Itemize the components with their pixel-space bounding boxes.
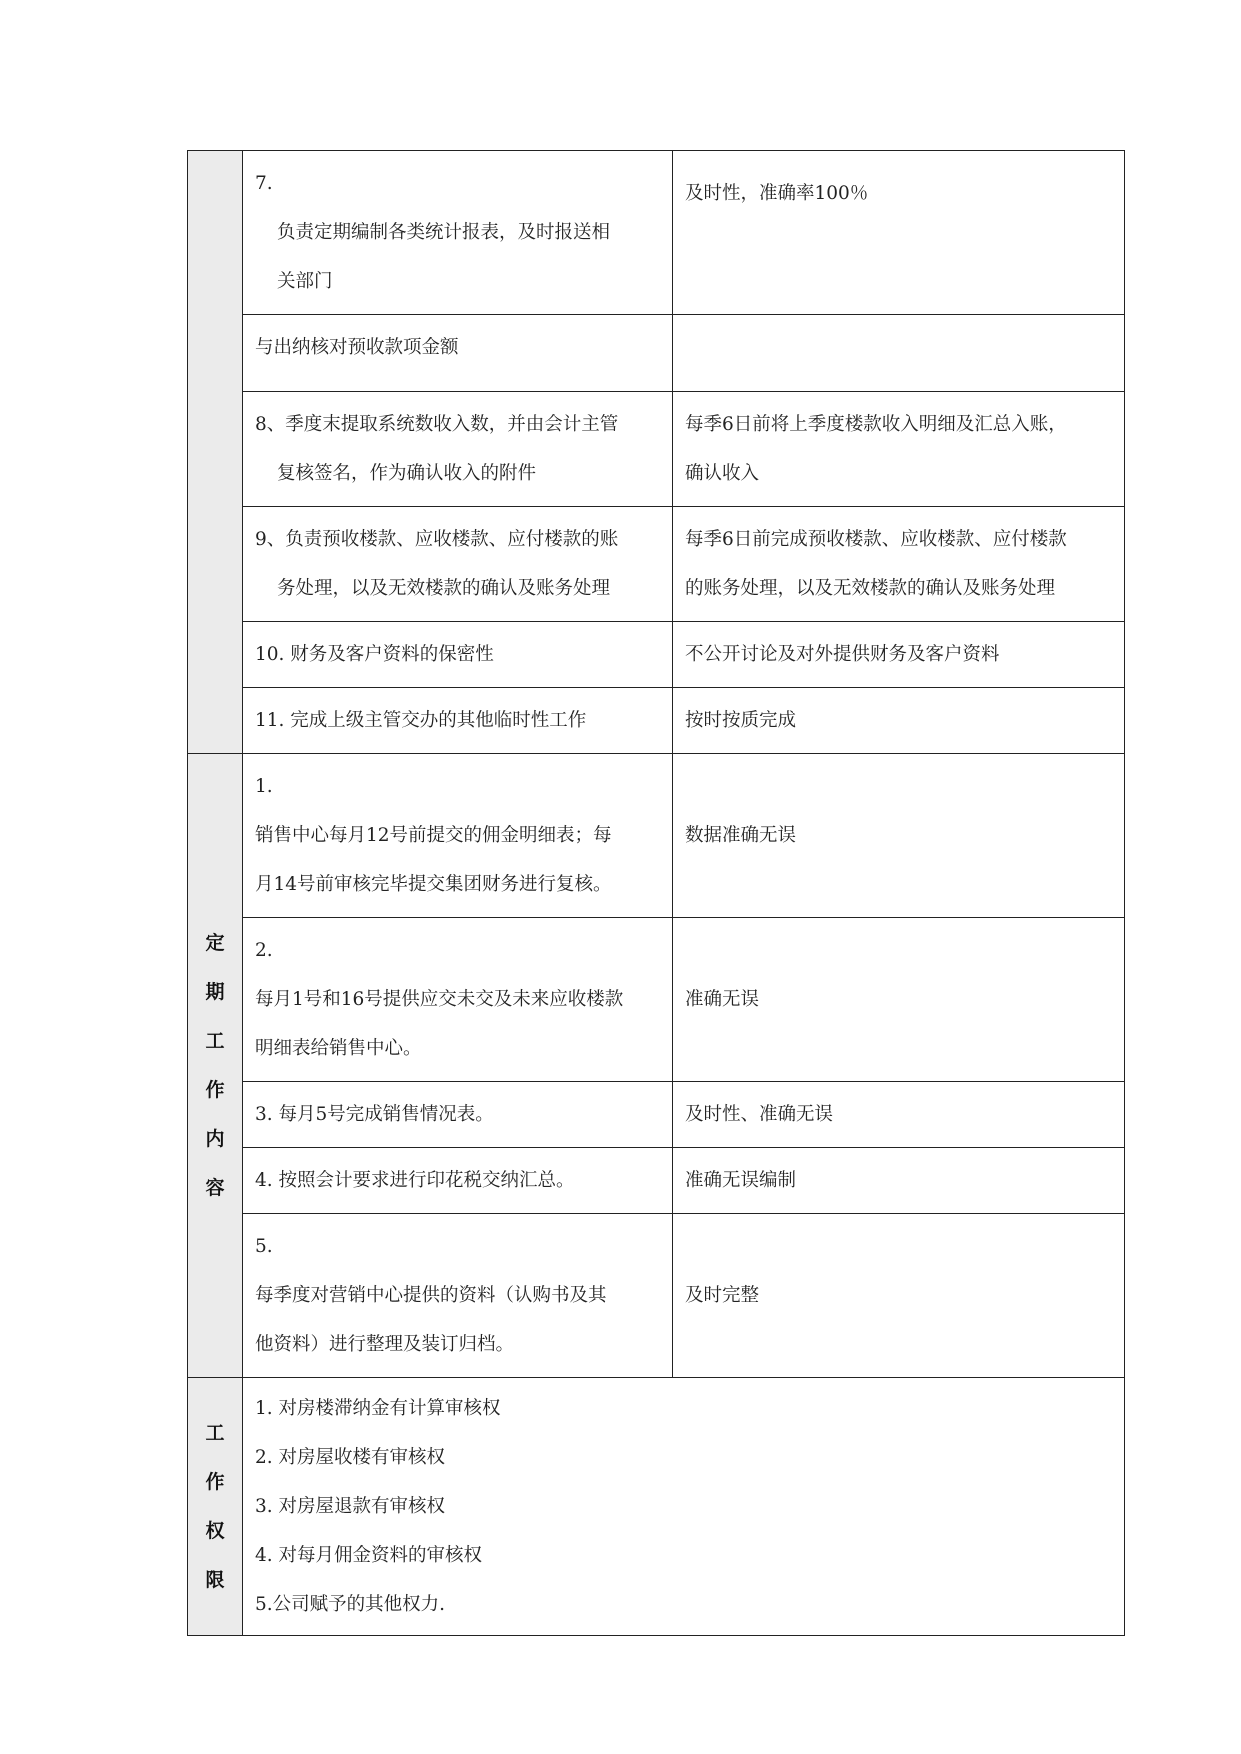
- heading-char: 作: [205, 1078, 225, 1101]
- duty-line: 务处理，以及无效楼款的确认及账务处理: [277, 578, 611, 599]
- table-row: [188, 754, 1125, 918]
- duty-line: 11. 完成上级主管交办的其他临时性工作: [255, 710, 587, 731]
- heading-char: 容: [205, 1176, 225, 1199]
- standard-cell: [673, 151, 1125, 315]
- heading-char: 作: [205, 1470, 225, 1493]
- task-line: 5.: [255, 1236, 273, 1257]
- section-heading-periodic-work: [188, 754, 243, 1378]
- standard-line: 及时完整: [685, 1285, 760, 1306]
- standard-line: 准确无误: [685, 989, 760, 1010]
- task-line: 明细表给销售中心。: [255, 1038, 422, 1059]
- duty-line: 负责定期编制各类统计报表，及时报送相: [277, 222, 611, 243]
- section-heading-work-authority: [188, 1378, 243, 1636]
- table-row: [188, 622, 1125, 688]
- task-line: 1.: [255, 776, 273, 797]
- task-line: 3. 每月5号完成销售情况表。: [255, 1104, 494, 1125]
- table-row: [188, 1214, 1125, 1378]
- section-heading-cell-continued: [188, 151, 243, 754]
- standard-line: 确认收入: [685, 463, 760, 484]
- duty-line: 10. 财务及客户资料的保密性: [255, 644, 494, 665]
- table-row: [188, 688, 1125, 754]
- authority-item: 1. 对房楼滞纳金有计算审核权: [255, 1398, 501, 1419]
- duty-cell: [243, 315, 673, 392]
- task-line: 2.: [255, 940, 273, 961]
- job-description-table: [187, 150, 1125, 1636]
- duty-cell: [243, 622, 673, 688]
- table-row: [188, 918, 1125, 1082]
- duty-cell: [243, 151, 673, 315]
- authority-item: 4. 对每月佣金资料的审核权: [255, 1545, 483, 1566]
- task-line: 他资料）进行整理及装订归档。: [255, 1334, 515, 1355]
- standard-cell: [673, 754, 1125, 918]
- duty-line: 9、负责预收楼款、应收楼款、应付楼款的账: [255, 529, 619, 550]
- heading-char: 限: [205, 1568, 225, 1591]
- periodic-task-cell: [243, 754, 673, 918]
- standard-line: 每季6日前将上季度楼款收入明细及汇总入账，: [685, 414, 1067, 435]
- heading-char: 工: [205, 1029, 225, 1052]
- standard-cell: [673, 1214, 1125, 1378]
- duty-cell: [243, 392, 673, 507]
- duty-line: 关部门: [277, 271, 333, 292]
- table-row: [188, 151, 1125, 315]
- standard-line: 不公开讨论及对外提供财务及客户资料: [685, 644, 1000, 665]
- duty-line: 7.: [255, 173, 273, 194]
- periodic-task-cell: [243, 1148, 673, 1214]
- duty-line: 与出纳核对预收款项金额: [255, 337, 459, 358]
- standard-cell-empty: [673, 315, 1125, 392]
- table-row: [188, 507, 1125, 622]
- task-line: 每月1号和16号提供应交未交及未来应收楼款: [255, 989, 624, 1010]
- standard-line: 及时性、准确无误: [685, 1104, 834, 1125]
- heading-char: 内: [205, 1127, 225, 1150]
- standard-line: 数据准确无误: [685, 825, 797, 846]
- duty-line: 8、季度末提取系统数收入数，并由会计主管: [255, 414, 619, 435]
- duty-cell: [243, 507, 673, 622]
- table-row: [188, 1378, 1125, 1636]
- periodic-task-cell: [243, 1214, 673, 1378]
- authority-item: 5.公司赋予的其他权力.: [255, 1594, 446, 1615]
- standard-cell: [673, 507, 1125, 622]
- periodic-task-cell: [243, 1082, 673, 1148]
- periodic-task-cell: [243, 918, 673, 1082]
- standard-line: 准确无误编制: [685, 1170, 797, 1191]
- task-line: 月14号前审核完毕提交集团财务进行复核。: [255, 874, 612, 895]
- heading-char: 工: [205, 1421, 225, 1444]
- task-line: 每季度对营销中心提供的资料（认购书及其: [255, 1285, 607, 1306]
- heading-char: 权: [205, 1519, 225, 1542]
- table-row: [188, 1082, 1125, 1148]
- table-row: [188, 315, 1125, 392]
- standard-line: 每季6日前完成预收楼款、应收楼款、应付楼款: [685, 529, 1067, 550]
- authority-item: 3. 对房屋退款有审核权: [255, 1496, 446, 1517]
- standard-line: 的账务处理，以及无效楼款的确认及账务处理: [685, 578, 1056, 599]
- task-line: 销售中心每月12号前提交的佣金明细表；每: [255, 825, 612, 846]
- duty-cell: [243, 688, 673, 754]
- authority-item: 2. 对房屋收楼有审核权: [255, 1447, 446, 1468]
- standard-cell: [673, 1148, 1125, 1214]
- table-row: [188, 392, 1125, 507]
- heading-char: 定: [205, 931, 225, 954]
- task-line: 4. 按照会计要求进行印花税交纳汇总。: [255, 1170, 575, 1191]
- duty-line: 复核签名，作为确认收入的附件: [277, 463, 537, 484]
- standard-line: 按时按质完成: [685, 710, 797, 731]
- standard-cell: [673, 392, 1125, 507]
- authority-list-cell: [243, 1378, 1125, 1636]
- standard-cell: [673, 622, 1125, 688]
- standard-cell: [673, 918, 1125, 1082]
- standard-line: 及时性，准确率100％: [685, 183, 869, 204]
- heading-char: 期: [205, 980, 225, 1003]
- standard-cell: [673, 1082, 1125, 1148]
- table-row: [188, 1148, 1125, 1214]
- standard-cell: [673, 688, 1125, 754]
